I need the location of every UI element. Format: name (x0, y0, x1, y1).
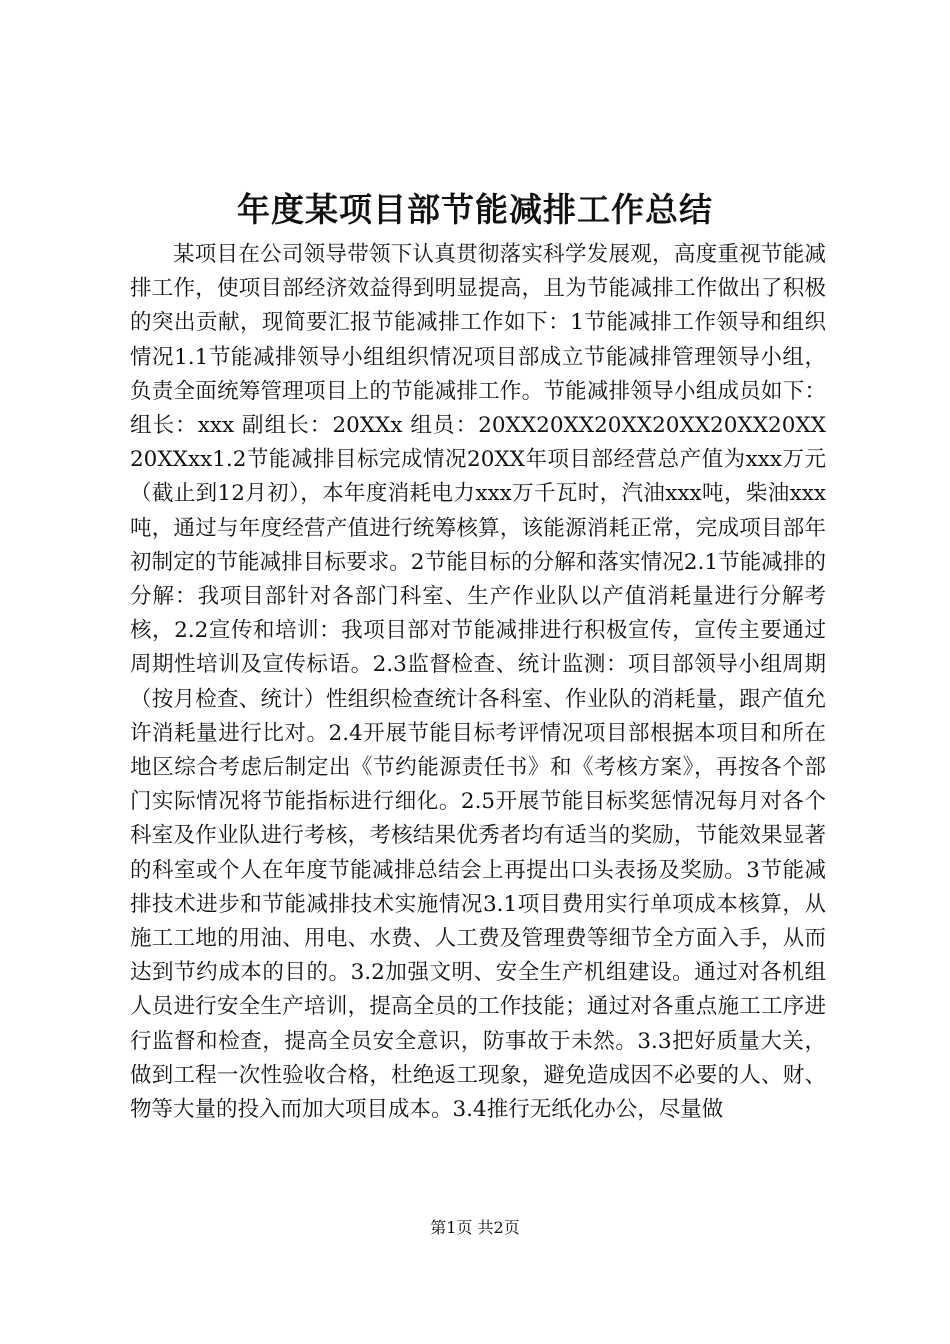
page-footer (0, 1216, 950, 1240)
page-total: 共2页 (477, 1218, 520, 1237)
document-body: 某项目在公司领导带领下认真贯彻落实科学发展观，高度重视节能减排工作，使项目部经济效益得到明显提高，且为节能减排工作做出了积极的突出贡献，现简要汇报节能减排工作如下：1节能减排工作领导和组织情况1.1节能减排领导小组组织情况项目部成立节能减排管理领导小组，负责全面统筹管理项目上的节能减排工作。节能减排领导小组成员如下：组长：xxx 副组长：20XXx 组员：20XX20XX20XX20XX20XX20XX20XXxx1.2节能减排目标完成情况20XX年项目部经营总产值为xxx万元（截止到12月初），本年度消耗电力xxx万千瓦时，汽油xxx吨，柴油xxx吨，通过与年度经营产值进行统筹核算，该能源消耗正常，完成项目部年初制定的节能减排目标要求。2节能目标的分解和落实情况2.1节能减排的分解：我项目部针对各部门科室、生产作业队以产值消耗量进行分解考核，2.2宣传和培训：我项目部对节能减排进行积极宣传，宣传主要通过周期性培训及宣传标语。2.3监督检查、统计监测：项目部领导小组周期（按月检查、统计）性组织检查统计各科室、作业队的消耗量，跟产值允许消耗量进行比对。2.4开展节能目标考评情况项目部根据本项目和所在地区综合考虑后制定出《节约能源责任书》和《考核方案》，再按各个部门实际情况将节能指标进行细化。2.5开展节能目标奖惩情况每月对各个科室及作业队进行考核，考核结果优秀者均有适当的奖励，节能效果显著的科室或个人在年度节能减排总结会上再提出口头表扬及奖励。3节能减排技术进步和节能减排技术实施情况3.1项目费用实行单项成本核算，从施工工地的用油、用电、水费、人工费及管理费等细节全方面入手，从而达到节约成本的目的。3.2加强文明、安全生产机组建设。通过对各机组人员进行安全生产培训，提高全员的工作技能；通过对各重点施工工序进行监督和检查，提高全员安全意识，防事故于未然。3.3把好质量大关，做到工程一次性验收合格，杜绝返工现象，避免造成因不必要的人、财、物等大量的投入而加大项目成本。3.4推行无纸化办公，尽量做 (130, 242, 826, 1123)
document-title: 年度某项目部节能减排工作总结 (237, 190, 713, 229)
page-number: 第1页 (430, 1218, 473, 1237)
